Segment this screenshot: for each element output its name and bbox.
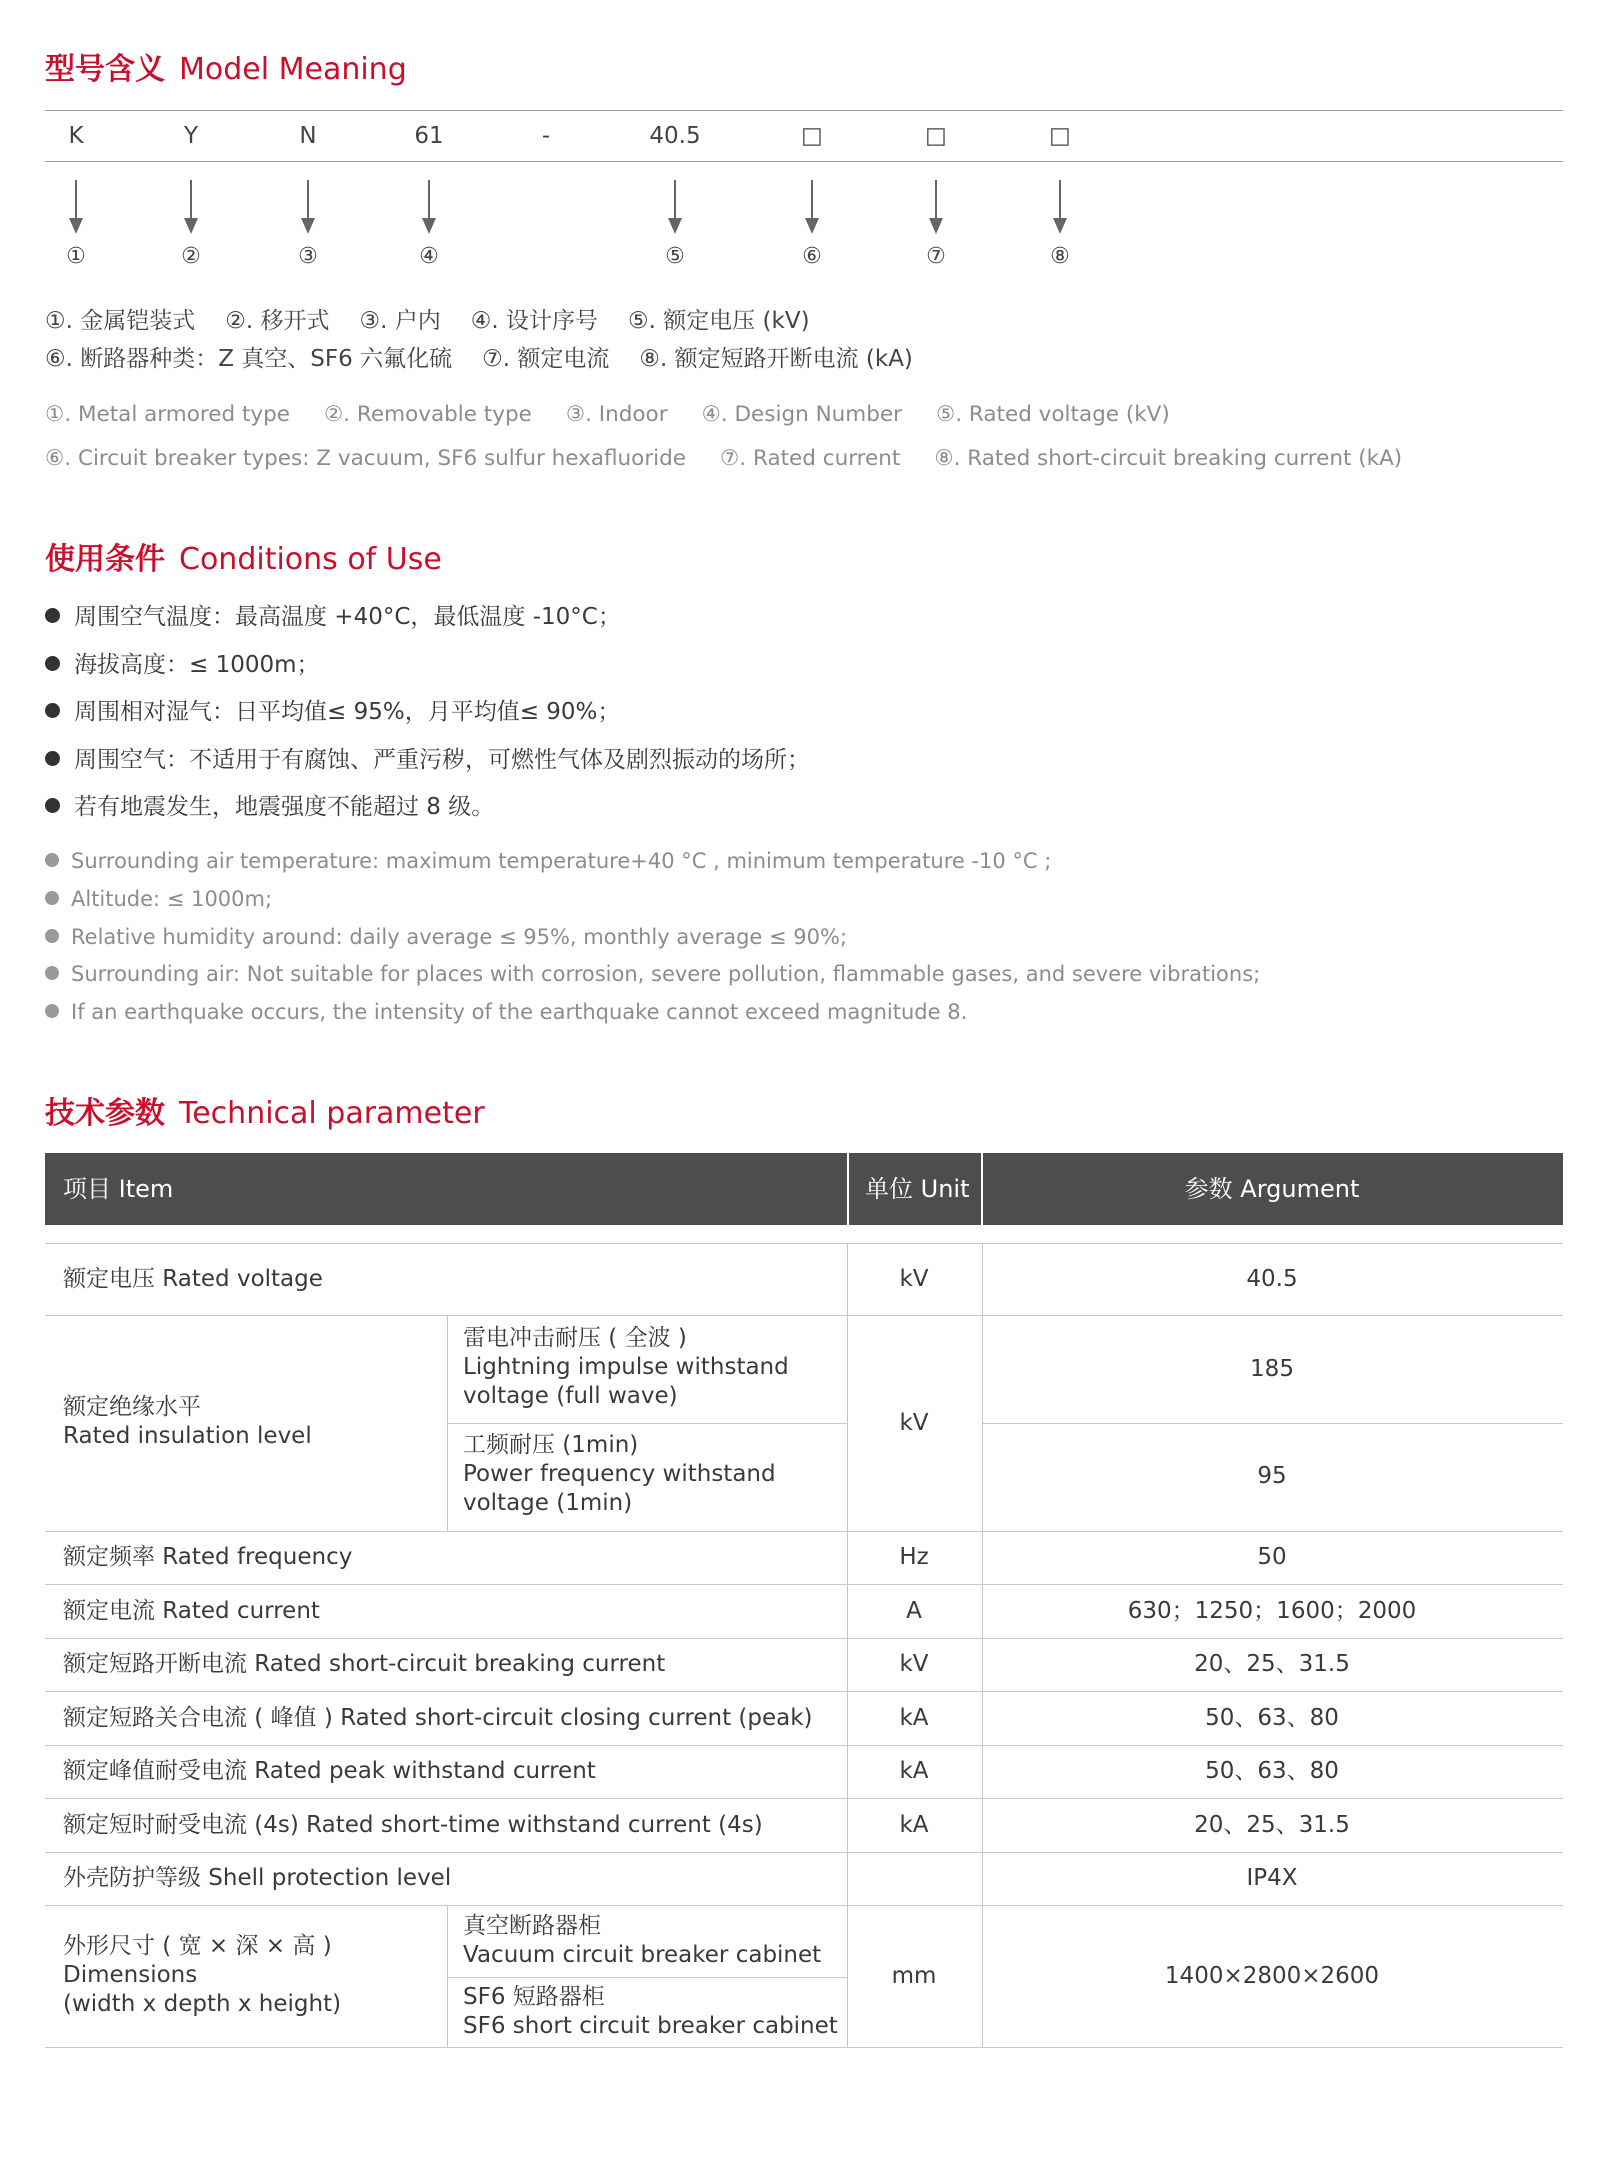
table-row-unit: kV	[899, 1410, 929, 1436]
row-divider	[45, 1315, 1563, 1316]
table-header	[45, 1153, 1563, 1225]
table-row-value: 50	[1257, 1544, 1287, 1570]
model-bottom-rule	[45, 161, 1563, 162]
row-divider	[447, 1423, 847, 1424]
model-code: □	[925, 123, 947, 149]
table-row-item: 额定短路关合电流 ( 峰值 ) Rated short-circuit closing current (peak)	[63, 1705, 813, 1731]
table-row-unit: kV	[899, 1651, 929, 1677]
down-arrow-icon	[929, 180, 943, 234]
insulation-item: 额定绝缘水平 Rated insulation level	[63, 1394, 312, 1449]
condition-en-item: Altitude: ≤ 1000m;	[45, 887, 272, 911]
insulation-sub-power-frequency: 工频耐压 (1min) Power frequency withstand voltage (1min)	[463, 1432, 776, 1516]
row-divider	[45, 1852, 1563, 1853]
conditions-title: 使用条件 Conditions of Use	[45, 542, 442, 577]
column-divider	[447, 1315, 448, 1531]
table-row-value: IP4X	[1246, 1865, 1298, 1891]
model-code: -	[541, 123, 551, 149]
insulation-sub-lightning: 雷电冲击耐压 ( 全波 ) Lightning impulse withstand voltage (full wave)	[463, 1325, 789, 1409]
condition-cn-item: 周围相对湿气：日平均值≤ 95%，月平均值≤ 90%；	[45, 693, 620, 726]
table-row-item: 额定电流 Rated current	[63, 1598, 320, 1624]
down-arrow-icon	[301, 180, 315, 234]
legend-cn-line-2: ⑥. 断路器种类：Z 真空、SF6 六氟化硫 ⑦. 额定电流 ⑧. 额定短路开断电流 (kA)	[45, 346, 913, 372]
table-row-item: 额定短路开断电流 Rated short-circuit breaking current	[63, 1651, 666, 1677]
marker-number: ②	[181, 244, 201, 269]
table-row-item: 额定电压 Rated voltage	[63, 1266, 323, 1292]
marker-number: ⑦	[926, 244, 946, 269]
table-row-unit: kA	[899, 1812, 929, 1838]
down-arrow-icon	[1053, 180, 1067, 234]
condition-en-item: Surrounding air: Not suitable for places with corrosion, severe pollution, flammable gases, and severe vibrations;	[45, 962, 1260, 986]
dimensions-sub-vacuum: 真空断路器柜 Vacuum circuit breaker cabinet	[463, 1913, 822, 1968]
dimensions-item: 外形尺寸 ( 宽 × 深 × 高 ) Dimensions (width x depth x height)	[63, 1933, 342, 2017]
row-divider	[45, 1531, 1563, 1532]
condition-en-item: If an earthquake occurs, the intensity of the earthquake cannot exceed magnitude 8.	[45, 1000, 967, 1024]
model-code: 40.5	[649, 123, 701, 149]
down-arrow-icon	[805, 180, 819, 234]
table-row-item: 外壳防护等级 Shell protection level	[63, 1865, 452, 1891]
table-row-value: 1400×2800×2600	[1164, 1963, 1380, 1989]
table-row-value: 20、25、31.5	[1194, 1812, 1350, 1838]
table-row-item: 额定频率 Rated frequency	[63, 1544, 353, 1570]
column-divider	[447, 1905, 448, 2047]
table-row-value: 20、25、31.5	[1194, 1651, 1350, 1677]
condition-cn-item: 海拔高度：≤ 1000m；	[45, 646, 320, 679]
down-arrow-icon	[668, 180, 682, 234]
header-unit: 单位 Unit	[865, 1175, 970, 1203]
header-item: 项目 Item	[63, 1175, 174, 1203]
marker-number: ⑤	[665, 244, 685, 269]
down-arrow-icon	[184, 180, 198, 234]
dimensions-sub-sf6: SF6 短路器柜 SF6 short circuit breaker cabinet	[463, 1984, 838, 2039]
marker-number: ⑥	[802, 244, 822, 269]
marker-number: ⑧	[1050, 244, 1070, 269]
header-argument: 参数 Argument	[1184, 1175, 1360, 1203]
table-row-unit: A	[906, 1598, 922, 1624]
row-divider	[982, 1423, 1563, 1424]
row-divider	[45, 1745, 1563, 1746]
model-meaning-title: 型号含义 Model Meaning	[45, 52, 407, 87]
condition-cn-item: 若有地震发生，地震强度不能超过 8 级。	[45, 788, 494, 821]
marker-number: ①	[66, 244, 86, 269]
row-divider	[45, 1243, 1563, 1244]
table-row-unit: kA	[899, 1758, 929, 1784]
marker-number: ③	[298, 244, 318, 269]
table-row-item: 额定短时耐受电流 (4s) Rated short-time withstand current (4s)	[63, 1812, 763, 1838]
row-divider	[45, 1691, 1563, 1692]
table-row-value: 40.5	[1246, 1266, 1298, 1292]
row-divider	[45, 1905, 1563, 1906]
row-divider	[45, 1638, 1563, 1639]
condition-en-item: Surrounding air temperature: maximum temperature+40 °C , minimum temperature -10 °C ;	[45, 849, 1051, 873]
row-divider	[45, 2047, 1563, 2048]
model-code: N	[299, 123, 317, 149]
down-arrow-icon	[422, 180, 436, 234]
tech-title: 技术参数 Technical parameter	[45, 1096, 485, 1131]
legend-en-line-2: ⑥. Circuit breaker types: Z vacuum, SF6 sulfur hexafluoride ⑦. Rated current ⑧. Rated short-circuit breaking current (kA)	[45, 446, 1403, 471]
table-row-unit: mm	[891, 1963, 937, 1989]
table-row-value: 50、63、80	[1205, 1758, 1339, 1784]
table-row-unit: kV	[899, 1266, 929, 1292]
marker-number: ④	[419, 244, 439, 269]
row-divider	[45, 1584, 1563, 1585]
model-code: 61	[414, 123, 444, 149]
column-divider	[982, 1243, 983, 2047]
condition-cn-item: 周围空气：不适用于有腐蚀、严重污秽，可燃性气体及剧烈振动的场所；	[45, 741, 810, 774]
condition-cn-item: 周围空气温度：最高温度 +40°C，最低温度 -10°C；	[45, 598, 621, 631]
legend-cn-line-1: ①. 金属铠装式 ②. 移开式 ③. 户内 ④. 设计序号 ⑤. 额定电压 (kV)	[45, 308, 810, 334]
table-row-value: 185	[1250, 1356, 1294, 1382]
model-code: K	[68, 123, 84, 149]
row-divider	[45, 1798, 1563, 1799]
table-row-value: 50、63、80	[1205, 1705, 1339, 1731]
table-row-item: 额定峰值耐受电流 Rated peak withstand current	[63, 1758, 596, 1784]
model-code: □	[801, 123, 823, 149]
model-top-rule	[45, 110, 1563, 111]
table-row-unit: Hz	[899, 1544, 929, 1570]
row-divider	[447, 1977, 847, 1978]
column-divider	[847, 1243, 848, 2047]
table-row-value: 630；1250；1600；2000	[1127, 1598, 1417, 1624]
condition-en-item: Relative humidity around: daily average ≤ 95%, monthly average ≤ 90%;	[45, 925, 847, 949]
table-row-unit: kA	[899, 1705, 929, 1731]
legend-en-line-1: ①. Metal armored type ②. Removable type ③. Indoor ④. Design Number ⑤. Rated voltage (kV)	[45, 402, 1170, 427]
down-arrow-icon	[69, 180, 83, 234]
model-code: Y	[183, 123, 199, 149]
table-row-value: 95	[1257, 1463, 1287, 1489]
model-code: □	[1049, 123, 1071, 149]
